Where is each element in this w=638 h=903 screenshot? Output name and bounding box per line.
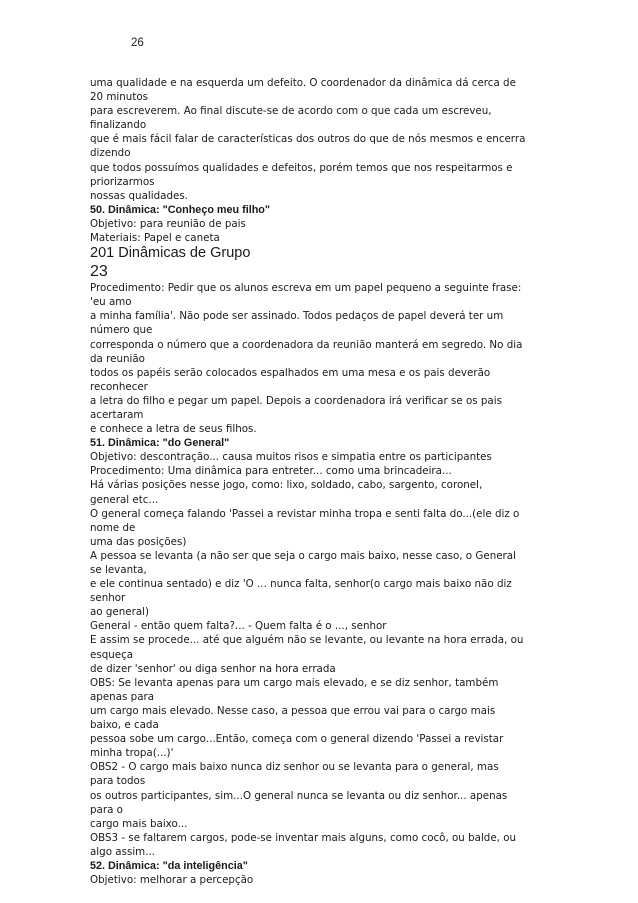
text-line: e ele continua sentado) e diz 'O ... nunca falta, senhor(o cargo mais baixo não diz <box>90 578 512 591</box>
text-line: acertaram <box>90 408 144 421</box>
page-text <box>90 76 560 887</box>
text-line: para escreverem. Ao final discute-se de acordo com o que cada um escreveu, <box>90 105 492 118</box>
text-line: de dizer 'senhor' ou diga senhor na hora errada <box>90 662 336 675</box>
text-line: Materiais: Papel e caneta <box>90 232 220 245</box>
text-line: O general começa falando 'Passei a revistar minha tropa e senti falta do...(ele diz o <box>90 507 520 520</box>
text-line: apenas para <box>90 690 155 703</box>
text-line: uma das posições) <box>90 535 187 548</box>
text-line: A pessoa se levanta (a não ser que seja o cargo mais baixo, nesse caso, o General <box>90 549 516 562</box>
text-line: os outros participantes, sim...O general nunca se levanta ou diz senhor... apenas <box>90 789 508 802</box>
text-line: nome de <box>90 521 136 534</box>
text-line: a minha família'. Não pode ser assinado. Todos pedaços de papel deverá ter um <box>90 310 504 323</box>
text-line: que todos possuímos qualidades e defeitos, porém temos que nos respeitarmos e <box>90 161 513 174</box>
text-line: Objetivo: melhorar a percepção <box>90 874 254 887</box>
text-line: se levanta, <box>90 564 147 576</box>
text-line: da reunião <box>90 352 145 365</box>
book-title: 201 Dinâmicas de Grupo <box>90 245 251 262</box>
text-line: uma qualidade e na esquerda um defeito. O coordenador da dinâmica dá cerca de <box>90 77 516 89</box>
text-line: general etc... <box>90 493 159 506</box>
text-line: todos os papéis serão colocados espalhados em uma mesa e os pais deverão <box>90 366 491 379</box>
text-line: Há várias posições nesse jogo, como: lixo, soldado, cabo, sargento, coronel, <box>90 479 483 492</box>
section-heading: 50. Dinâmica: "Conheço meu filho" <box>90 203 271 216</box>
text-line: para todos <box>90 775 146 788</box>
text-line: Objetivo: descontração... causa muitos risos e simpatia entre os participantes <box>90 451 492 464</box>
text-line: dizendo <box>90 147 131 160</box>
text-line: nossas qualidades. <box>90 189 188 202</box>
text-line: 'eu amo <box>90 296 132 309</box>
text-line: corresponda o número que a coordenadora da reunião manterá em segredo. No dia <box>90 338 523 351</box>
text-line: Procedimento: Pedir que os alunos escreva em um papel pequeno a seguinte frase: <box>90 282 522 295</box>
text-line: senhor <box>90 592 126 605</box>
text-line: Objetivo: para reunião de pais <box>90 217 246 230</box>
text-line: que é mais fácil falar de características dos outros do que de nós mesmos e encerra <box>90 133 526 146</box>
section-heading: 51. Dinâmica: "do General" <box>90 437 230 450</box>
text-line: número que <box>90 324 153 337</box>
text-line: priorizarmos <box>90 175 155 188</box>
text-line: E assim se procede... até que alguém não se levante, ou levante na hora errada, ou <box>90 634 524 647</box>
text-line: finalizando <box>90 119 147 132</box>
text-line: General - então quem falta?... - Quem falta é o ..., senhor <box>90 620 387 633</box>
text-line: a letra do filho e pegar um papel. Depois a coordenadora irá verificar se os pais <box>90 394 502 407</box>
text-line: reconhecer <box>90 380 148 393</box>
section-heading: 52. Dinâmica: "da inteligência" <box>90 859 248 872</box>
text-line: e conhece a letra de seus filhos. <box>90 423 257 436</box>
text-line: um cargo mais elevado. Nesse caso, a pessoa que errou vai para o cargo mais <box>90 704 496 717</box>
text-line: para o <box>90 803 123 816</box>
text-line: 20 minutos <box>90 91 149 104</box>
page-number: 26 <box>131 37 144 49</box>
book-page-number: 23 <box>90 263 108 281</box>
text-line: algo assim... <box>90 845 156 858</box>
text-line: minha tropa(...)' <box>90 747 174 760</box>
text-line: ao general) <box>90 606 150 619</box>
text-line: OBS2 - O cargo mais baixo nunca diz senhor ou se levanta para o general, mas <box>90 761 499 774</box>
text-line: OBS3 - se faltarem cargos, pode-se inventar mais alguns, como cocô, ou balde, ou <box>90 831 517 844</box>
text-line: esqueça <box>90 648 134 661</box>
text-line: OBS: Se levanta apenas para um cargo mais elevado, e se diz senhor, também <box>90 676 499 689</box>
text-line: pessoa sobe um cargo...Então, começa com o general dizendo 'Passei a revistar <box>90 733 504 746</box>
text-line: baixo, e cada <box>90 719 159 732</box>
text-line: Procedimento: Uma dinâmica para entreter... como uma brincadeira... <box>90 465 452 478</box>
text-line: cargo mais baixo... <box>90 817 188 830</box>
